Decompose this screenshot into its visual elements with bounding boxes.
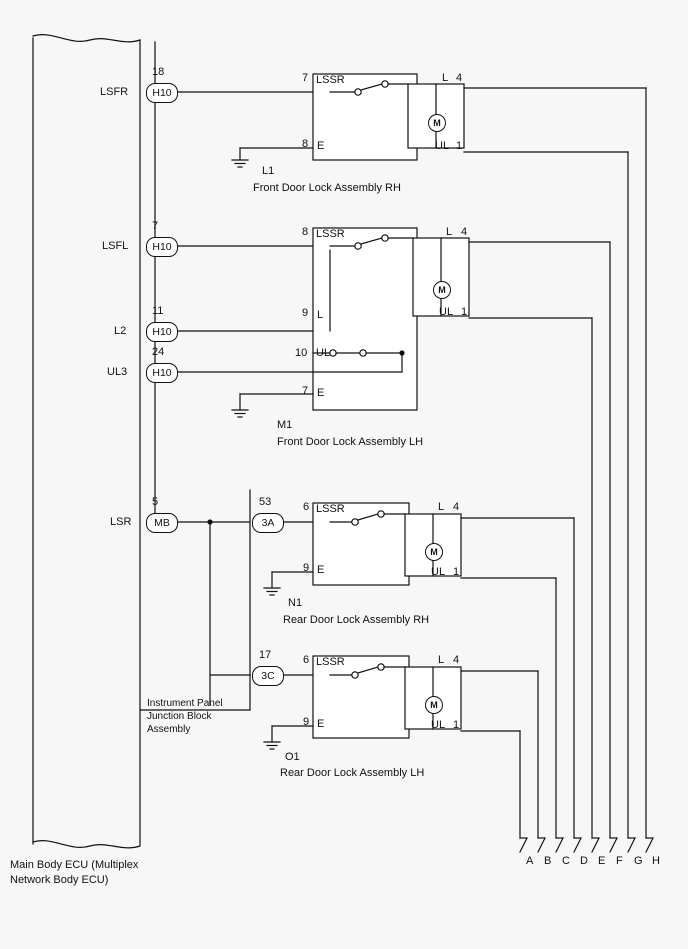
- ground-code-n1: N1: [288, 597, 303, 609]
- a4-label-ul: UL: [431, 719, 446, 731]
- a4-label-e: E: [317, 718, 325, 730]
- a2-label-ul: UL: [316, 347, 331, 359]
- assembly-name-front-lh: Front Door Lock Assembly LH: [277, 436, 424, 448]
- motor-icon-rear-lh: M: [425, 696, 443, 714]
- ecu-pin-24: 24: [152, 346, 165, 358]
- junction-pin-53: 53: [259, 496, 272, 508]
- ecu-pin-5: 5: [152, 496, 159, 508]
- ref-f: F: [616, 855, 623, 867]
- ref-c: C: [562, 855, 570, 867]
- a1-pin-left-2: 8: [302, 138, 309, 150]
- a2-pin-left-4: 7: [302, 385, 309, 397]
- junction-block-label-3: Assembly: [147, 724, 191, 735]
- assembly-name-rear-rh: Rear Door Lock Assembly RH: [283, 614, 430, 626]
- a3-pin-right-2: 1: [453, 566, 460, 578]
- a4-pin-right-2: 1: [453, 719, 460, 731]
- a3-pin-right-1: 4: [453, 501, 460, 513]
- junction-block-label-2: Junction Block: [147, 711, 212, 722]
- a4-label-lssr: LSSR: [316, 656, 345, 668]
- a2-label-l: L: [317, 309, 324, 321]
- connector-h10-ul3[interactable]: H10: [146, 363, 178, 383]
- a1-pin-left-1: 7: [302, 72, 309, 84]
- main-ecu-label-2: Network Body ECU): [10, 874, 109, 886]
- a2-pin-left-2: 9: [302, 307, 309, 319]
- ecu-terminal-label-lsr: LSR: [110, 516, 132, 528]
- connector-mb-lsr[interactable]: MB: [146, 513, 178, 533]
- ground-code-m1: M1: [277, 419, 293, 431]
- assembly-name-front-rh: Front Door Lock Assembly RH: [253, 182, 401, 194]
- motor-icon-front-rh: M: [428, 114, 446, 132]
- assembly-name-rear-lh: Rear Door Lock Assembly LH: [280, 767, 425, 779]
- a4-pin-left-1: 6: [303, 654, 310, 666]
- a3-label-lssr: LSSR: [316, 503, 345, 515]
- ground-code-o1: O1: [285, 751, 300, 763]
- ecu-terminal-label-l2: L2: [114, 325, 127, 337]
- a2-pin-right-2: 1: [461, 306, 468, 318]
- ecu-pin-11: 11: [152, 305, 164, 317]
- a2-pin-left-3: 10: [295, 347, 308, 359]
- connector-h10-lsfl[interactable]: H10: [146, 237, 178, 257]
- connector-3c[interactable]: 3C: [252, 666, 284, 686]
- a2-label-right-l: L: [446, 226, 453, 238]
- a4-label-l: L: [438, 654, 445, 666]
- a1-label-l: L: [442, 72, 449, 84]
- ref-e: E: [598, 855, 606, 867]
- a3-pin-left-2: 9: [303, 562, 310, 574]
- a4-pin-right-1: 4: [453, 654, 460, 666]
- junction-pin-17: 17: [259, 649, 272, 661]
- junction-block-label-1: Instrument Panel: [147, 698, 223, 709]
- a4-pin-left-2: 9: [303, 716, 310, 728]
- ref-b: B: [544, 855, 552, 867]
- ecu-pin-18: 18: [152, 66, 165, 78]
- a2-label-e: E: [317, 387, 325, 399]
- a3-pin-left-1: 6: [303, 501, 310, 513]
- a1-label-lssr: LSSR: [316, 74, 345, 86]
- a2-label-right-ul: UL: [439, 306, 454, 318]
- ecu-pin-7: 7: [152, 220, 159, 232]
- ref-d: D: [580, 855, 588, 867]
- a1-label-ul: UL: [435, 140, 450, 152]
- a2-label-lssr: LSSR: [316, 228, 345, 240]
- ref-g: G: [634, 855, 643, 867]
- ground-code-l1: L1: [262, 165, 275, 177]
- motor-icon-rear-rh: M: [425, 543, 443, 561]
- ref-a: A: [526, 855, 534, 867]
- motor-icon-front-lh: M: [433, 281, 451, 299]
- a3-label-l: L: [438, 501, 445, 513]
- ecu-terminal-label-ul3: UL3: [107, 366, 128, 378]
- ecu-terminal-label-lsfl: LSFL: [102, 240, 129, 252]
- a1-label-e: E: [317, 140, 325, 152]
- ref-h: H: [652, 855, 660, 867]
- a2-pin-right-1: 4: [461, 226, 468, 238]
- main-ecu-label-1: Main Body ECU (Multiplex: [10, 859, 139, 871]
- a1-pin-right-1: 4: [456, 72, 463, 84]
- a2-pin-left-1: 8: [302, 226, 309, 238]
- a3-label-e: E: [317, 564, 325, 576]
- connector-3a[interactable]: 3A: [252, 513, 284, 533]
- connector-h10-lsfr[interactable]: H10: [146, 83, 178, 103]
- connector-h10-l2[interactable]: H10: [146, 322, 178, 342]
- ecu-terminal-label-lsfr: LSFR: [100, 86, 129, 98]
- a1-pin-right-2: 1: [456, 140, 463, 152]
- a3-label-ul: UL: [431, 566, 446, 578]
